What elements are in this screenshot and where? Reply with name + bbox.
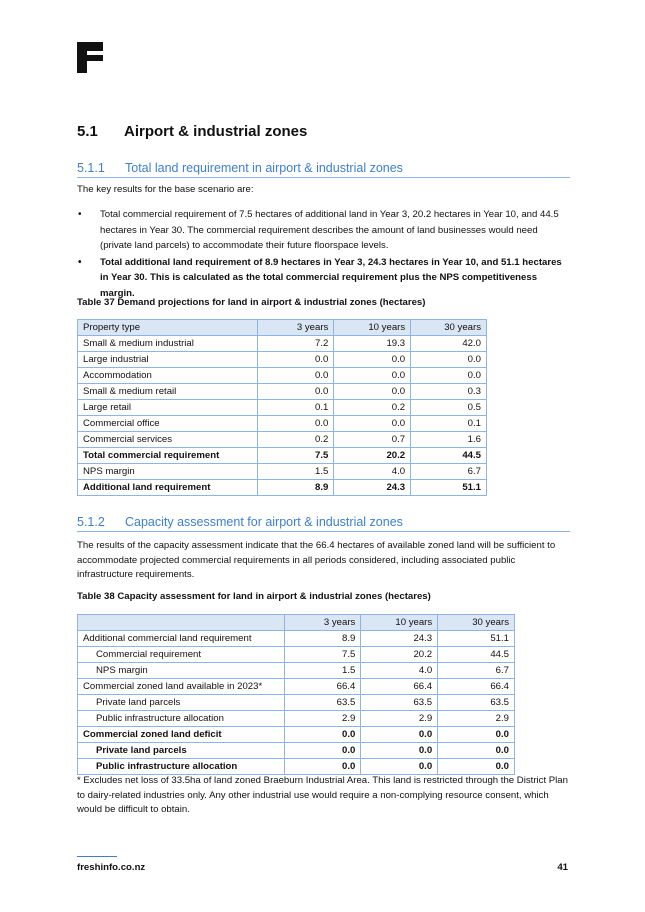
table-cell: 4.0 [334,464,411,480]
footer-divider [77,856,117,857]
table-row [78,679,515,695]
table-cell: 2.9 [438,711,515,727]
table-cell: 63.5 [284,695,361,711]
column-header: 10 years [334,320,411,336]
table-footnote: * Excludes net loss of 33.5ha of land zoned Braeburn Industrial Area. This land is restricted through the District Plan to dairy-related industries only. Any other industrial use would require a non-complying resource consent, which would be difficult to obtain. [77,775,568,815]
row-label: Commercial services [78,432,258,448]
table-cell: 0.0 [284,759,361,775]
table-cell: 0.5 [411,400,487,416]
table-cell: 1.5 [284,663,361,679]
table-cell: 20.2 [334,448,411,464]
row-label: Public infrastructure allocation [78,759,285,775]
page-number: 41 [557,862,568,873]
table-cell: 2.9 [361,711,438,727]
table-cell: 63.5 [438,695,515,711]
table-cell: 0.1 [257,400,334,416]
table-row [78,759,515,775]
row-label: Private land parcels [78,743,285,759]
row-label: Additional commercial land requirement [78,631,285,647]
table-cell: 8.9 [257,480,334,496]
table-row [78,480,487,496]
row-label: NPS margin [78,663,285,679]
table-row [78,711,515,727]
table-cell: 7.2 [257,336,334,352]
table-row [78,432,487,448]
list-item-text: Total commercial requirement of 7.5 hectares of additional land in Year 3, 20.2 hectares in Year 10, and 44.5 hectares in Year 30. The commercial requirement describes the amount of land businesses would need (private land parcels) to accommodate their future floorspace levels. [100,209,559,251]
table-cell: 51.1 [411,480,487,496]
row-label: Total commercial requirement [78,448,258,464]
table-cell: 0.0 [257,416,334,432]
table-cell: 24.3 [334,480,411,496]
subsection-heading-2 [77,515,570,532]
list-item-text: Total additional land requirement of 8.9 hectares in Year 3, 24.3 hectares in Year 10, and 51.1 hectares in Year 30. This is calculated as the total commercial requirement plus the NPS competitiveness margin. [100,256,562,299]
section-title: Airport & industrial zones [124,123,308,140]
table-cell: 63.5 [361,695,438,711]
row-label: Small & medium industrial [78,336,258,352]
column-header: Property type [78,320,258,336]
table-cell: 0.2 [334,400,411,416]
table-cell: 0.0 [257,384,334,400]
table-row [78,352,487,368]
capacity-assessment-table [77,614,515,775]
row-label: Commercial zoned land available in 2023* [78,679,285,695]
row-label: Commercial requirement [78,647,285,663]
subsection-title: Capacity assessment for airport & industrial zones [125,515,403,529]
table-row [78,647,515,663]
table-cell: 0.0 [334,416,411,432]
row-label: Commercial office [78,416,258,432]
table-row [78,336,487,352]
row-label: Additional land requirement [78,480,258,496]
list-item [77,255,570,302]
footer-website: freshinfo.co.nz [77,862,146,873]
table-row [78,384,487,400]
row-label: Public infrastructure allocation [78,711,285,727]
column-header: 3 years [257,320,334,336]
table-cell: 19.3 [334,336,411,352]
table-row [78,727,515,743]
table-row [78,743,515,759]
table-cell: 66.4 [361,679,438,695]
table-cell: 0.0 [257,368,334,384]
row-label: Accommodation [78,368,258,384]
table-row [78,631,515,647]
table-cell: 1.6 [411,432,487,448]
table-cell: 2.9 [284,711,361,727]
intro-text: The key results for the base scenario are: [77,184,254,195]
capacity-text: The results of the capacity assessment indicate that the 66.4 hectares of available zoned land will be sufficient to accommodate projected commercial requirements in all periods considered, including associated public infrastructure requirements. [77,540,556,580]
table-cell: 0.1 [411,416,487,432]
table-cell: 6.7 [438,663,515,679]
table-caption: Table 38 Capacity assessment for land in airport & industrial zones (hectares) [77,591,431,602]
table-cell: 0.0 [361,759,438,775]
table-cell: 0.0 [438,727,515,743]
table-cell: 66.4 [284,679,361,695]
table-cell: 0.0 [411,352,487,368]
table-cell: 20.2 [361,647,438,663]
column-header: 10 years [361,615,438,631]
table-cell: 0.0 [284,743,361,759]
row-label: Small & medium retail [78,384,258,400]
row-label: Private land parcels [78,695,285,711]
table-cell: 8.9 [284,631,361,647]
list-item [77,207,570,254]
table-cell: 0.7 [334,432,411,448]
table-cell: 44.5 [438,647,515,663]
demand-projection-table [77,319,487,496]
table-cell: 7.5 [284,647,361,663]
table-cell: 44.5 [411,448,487,464]
column-header: 3 years [284,615,361,631]
section-heading [77,123,307,140]
row-label: Large industrial [78,352,258,368]
table-row [78,368,487,384]
table-cell: 7.5 [257,448,334,464]
table-cell: 0.0 [361,727,438,743]
table-row [78,400,487,416]
subsection-heading-1 [77,161,570,178]
row-label: NPS margin [78,464,258,480]
table-cell: 24.3 [361,631,438,647]
table-cell: 0.0 [334,352,411,368]
table-cell: 0.0 [361,743,438,759]
table-cell: 0.0 [257,352,334,368]
table-cell: 1.5 [257,464,334,480]
key-results-list [77,207,570,302]
subsection-number: 5.1.2 [77,515,105,529]
bullet-icon: • [78,256,82,268]
table-row [78,663,515,679]
table-cell: 0.0 [334,368,411,384]
section-number: 5.1 [77,123,98,140]
table-cell: 0.2 [257,432,334,448]
column-header [78,615,285,631]
table-caption: Table 37 Demand projections for land in airport & industrial zones (hectares) [77,297,426,308]
table-header-row [78,615,515,631]
bullet-icon: • [78,209,82,220]
table-cell: 42.0 [411,336,487,352]
table-cell: 6.7 [411,464,487,480]
table-cell: 51.1 [438,631,515,647]
subsection-number: 5.1.1 [77,161,105,175]
column-header: 30 years [438,615,515,631]
column-header: 30 years [411,320,487,336]
table-cell: 66.4 [438,679,515,695]
table-cell: 0.0 [334,384,411,400]
table-cell: 0.0 [438,759,515,775]
table-row [78,416,487,432]
table-row [78,695,515,711]
company-logo [77,42,103,73]
table-cell: 0.0 [284,727,361,743]
table-row [78,464,487,480]
table-row [78,448,487,464]
table-cell: 0.3 [411,384,487,400]
row-label: Commercial zoned land deficit [78,727,285,743]
subsection-title: Total land requirement in airport & industrial zones [125,161,403,175]
table-cell: 0.0 [411,368,487,384]
table-header-row [78,320,487,336]
row-label: Large retail [78,400,258,416]
table-cell: 4.0 [361,663,438,679]
table-cell: 0.0 [438,743,515,759]
